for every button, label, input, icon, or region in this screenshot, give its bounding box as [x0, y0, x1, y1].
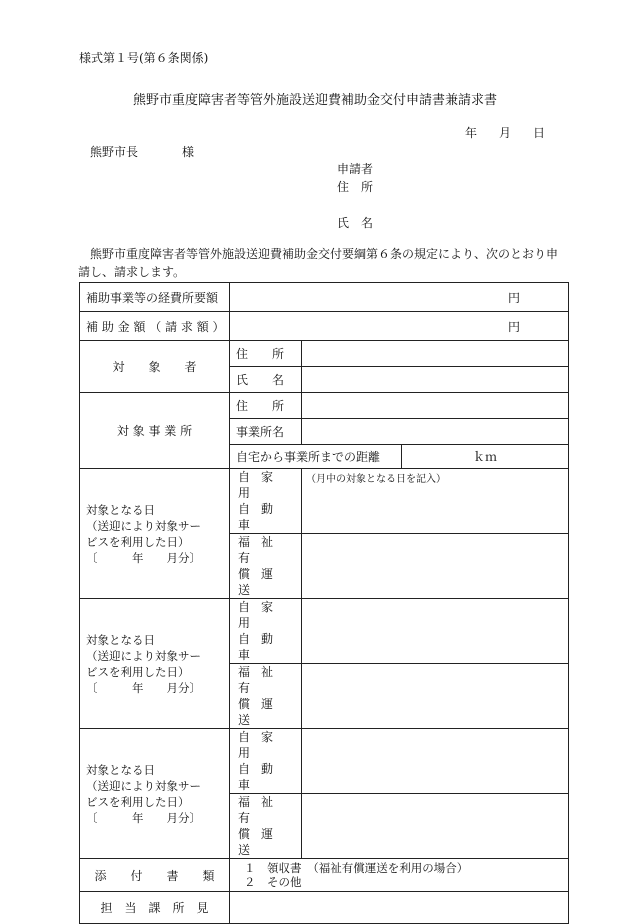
expense-yen: 円	[507, 290, 520, 305]
applicant-label: 申請者	[337, 162, 374, 176]
own-car-days-field-1[interactable]	[302, 469, 569, 534]
own-car-line: 自 家 用	[238, 730, 277, 760]
target-day-line: 〔 年 月分〕	[86, 550, 201, 565]
document-title: 熊野市重度障害者等管外施設送迎費補助金交付申請書兼請求書	[132, 93, 497, 108]
target-day-label-3	[80, 729, 230, 859]
distance-label: 自宅から事業所までの距離	[230, 445, 402, 469]
attachment-item: １ 領収書 （福祉有償運送を利用の場合）	[244, 861, 469, 875]
target-day-line: 〔 年 月分〕	[86, 680, 201, 695]
date-month: 月	[498, 126, 511, 140]
amount-value-field[interactable]	[230, 312, 569, 341]
day-note: （月中の対象となる日を記入）	[306, 474, 446, 485]
own-car-days-field-2[interactable]	[302, 599, 569, 664]
own-car-line: 自 動 車	[238, 762, 277, 792]
own-car-label-3	[230, 729, 302, 794]
own-car-line: 自 家 用	[238, 470, 277, 500]
welfare-line: 福 祉 有	[238, 795, 277, 825]
target-day-line: 対象となる日	[86, 632, 155, 647]
facility-label: 対 象 事 業 所	[80, 393, 230, 469]
welfare-days-field-1[interactable]	[302, 534, 569, 599]
addressee	[90, 143, 194, 160]
subject-address-field[interactable]	[302, 341, 569, 367]
attachments-list	[230, 859, 569, 892]
welfare-line: 償 運 送	[238, 697, 277, 727]
date-year: 年	[464, 126, 477, 140]
facility-address-field[interactable]	[302, 393, 569, 419]
addressee-name: 熊野市長	[90, 145, 139, 159]
applicant-address-label: 住 所	[337, 180, 374, 194]
welfare-line: 償 運 送	[238, 567, 277, 597]
own-car-line: 自 家 用	[238, 600, 277, 630]
application-table	[79, 282, 569, 924]
expense-value-field[interactable]	[230, 283, 569, 312]
date-line	[443, 124, 545, 141]
attachments-label: 添 付 書 類	[80, 859, 230, 892]
welfare-days-field-2[interactable]	[302, 664, 569, 729]
applicant-block	[337, 160, 373, 196]
date-day: 日	[532, 126, 545, 140]
subject-label: 対 象 者	[80, 341, 230, 393]
subject-address-label: 住 所	[230, 341, 302, 367]
target-day-label-2	[80, 599, 230, 729]
expense-row	[80, 283, 569, 312]
target-day-line: 対象となる日	[86, 762, 155, 777]
facility-address-label: 住 所	[230, 393, 302, 419]
intro-text: 熊野市重度障害者等管外施設送迎費補助金交付要綱第６条の規定により、次のとおり申請し、請求します。	[78, 247, 559, 279]
subject-name-label: 氏 名	[230, 367, 302, 393]
own-car-line: 自 動 車	[238, 632, 277, 662]
target-day-line: （送迎により対象サー	[86, 648, 201, 663]
welfare-line: 福 祉 有	[238, 535, 277, 565]
welfare-line: 償 運 送	[238, 827, 277, 857]
own-car-label-2	[230, 599, 302, 664]
own-car-label-1	[230, 469, 302, 534]
target-day-label-1	[80, 469, 230, 599]
distance-unit: ｋｍ	[472, 450, 497, 464]
facility-name-label: 事業所名	[230, 419, 302, 445]
amount-row	[80, 312, 569, 341]
opinion-field[interactable]	[230, 892, 569, 924]
subject-name-field[interactable]	[302, 367, 569, 393]
addressee-suffix: 様	[182, 145, 195, 159]
target-day-line: 対象となる日	[86, 502, 155, 517]
applicant-name-label: 氏 名	[337, 216, 374, 230]
facility-name-field[interactable]	[302, 419, 569, 445]
opinion-label: 担 当 課 所 見	[80, 892, 230, 924]
amount-yen: 円	[507, 319, 520, 334]
target-day-line: ビスを利用した日）	[86, 794, 190, 809]
attachment-item: ２ その他	[244, 875, 302, 889]
welfare-label-3	[230, 794, 302, 859]
target-day-line: ビスを利用した日）	[86, 534, 190, 549]
target-day-line: （送迎により対象サー	[86, 778, 201, 793]
own-car-line: 自 動 車	[238, 502, 277, 532]
form-number: 様式第１号(第６条関係)	[79, 51, 209, 65]
welfare-line: 福 祉 有	[238, 665, 277, 695]
target-day-line: ビスを利用した日）	[86, 664, 190, 679]
welfare-label-2	[230, 664, 302, 729]
welfare-label-1	[230, 534, 302, 599]
welfare-days-field-3[interactable]	[302, 794, 569, 859]
target-day-line: 〔 年 月分〕	[86, 810, 201, 825]
own-car-days-field-3[interactable]	[302, 729, 569, 794]
amount-label: 補 助 金 額 （ 請 求 額 ）	[80, 312, 230, 341]
expense-label: 補助事業等の経費所要額	[80, 283, 230, 312]
target-day-line: （送迎により対象サー	[86, 518, 201, 533]
distance-field[interactable]	[402, 445, 569, 469]
